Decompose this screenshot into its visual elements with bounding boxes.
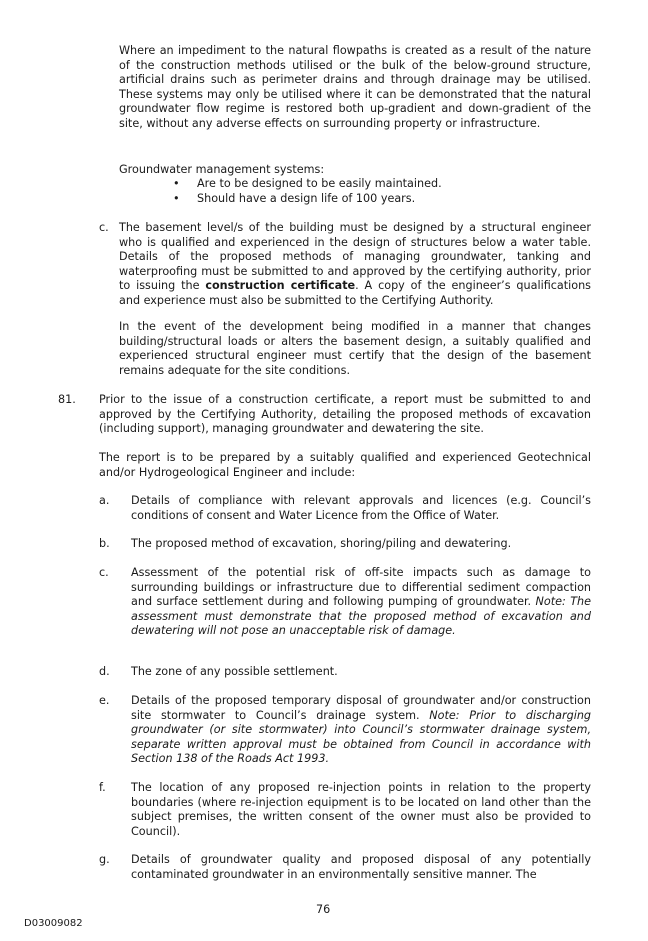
clause-number: 81. [58,393,76,406]
bullet-item: • Are to be designed to be easily maintained. [173,177,591,192]
clause-81-paragraph: Prior to the issue of a construction certificate, a report must be submitted to and approved by the Certifying Authority, detailing the proposed methods of excavation (including support), managing groundwater and dewatering the site. [99,393,591,436]
text-segment: The basement level/s of the building must be designed by a structural engineer who is qualified and experienced in the design of structures below a water table. Details of the proposed methods of managing groundwater, tanking and waterproofing must be submitted to and approved by the certifying authority, prior to issuing the [119,221,591,293]
intro-paragraph: Where an impediment to the natural flowpaths is created as a result of the nature of the construction methods utilised or the bulk of the below-ground structure, artificial drains such as perimeter drains and through drainage may be utilised. These systems may only be utilised where it can be demonstrated that the natural groundwater flow regime is restored both up-gradient and down-gradient of the site, without any adverse effects on surrounding property or infrastructure. [119,44,591,130]
item-label: c. [99,566,109,579]
item-label: a. [99,494,110,507]
item-label: c. [99,221,109,234]
text-segment: . A copy of the engineer’s qualifications and experience must also be submitted to the Certifying Authority. [119,279,592,307]
item-label: d. [99,665,110,678]
page-number: 76 [316,903,331,916]
modification-paragraph: In the event of the development being modified in a manner that changes building/structural loads or alters the basement design, a suitably qualified and experienced structural engineer must certify that the design of the basement remains adequate for the site conditions. [119,320,591,377]
text-segment: Assessment of the potential risk of off-site impacts such as damage to surrounding buildings or infrastructure due to differential sediment compaction and surface settlement during and following pumping of groundwater. [131,566,591,609]
bold-term: construction certificate [205,279,356,293]
item-b-text: The proposed method of excavation, shoring/piling and dewatering. [131,537,512,550]
item-d-text: The zone of any possible settlement. [131,665,338,678]
item-label: b. [99,537,110,550]
groundwater-heading: Groundwater management systems: [119,163,325,176]
item-label: f. [99,781,106,794]
report-requirements-paragraph: The report is to be prepared by a suitably qualified and experienced Geotechnical and/or Hydrogeological Engineer and include: [99,451,591,479]
bullet-item: • Should have a design life of 100 years. [173,192,591,207]
item-f-text: The location of any proposed re-injection points in relation to the property boundaries (where re-injection equipment is to be located on land other than the subject premises, the written consent of the owner must also be provided to Council). [131,781,591,838]
item-label: e. [99,694,110,707]
text-segment: Details of the proposed temporary disposal of groundwater and/or construction site stormwater to Council’s drainage system. [131,694,591,722]
basement-design-paragraph [119,221,591,309]
item-a-text: Details of compliance with relevant approvals and licences (e.g. Council’s conditions of consent and Water Licence from the Office of Water. [131,494,591,522]
note-text: Note: The assessment must demonstrate that the proposed method of excavation and dewatering will not pose an unacceptable risk of damage. [131,595,592,638]
item-g-text: Details of groundwater quality and proposed disposal of any potentially contaminated groundwater in an environmentally sensitive manner. The [131,853,591,881]
item-label: g. [99,853,110,866]
groundwater-bullets [173,177,591,206]
document-id: D03009082 [24,918,83,929]
item-c-text [131,566,591,639]
note-text: Note: Prior to discharging groundwater (or site stormwater) into Council’s stormwater drainage system, separate written approval must be obtained from Council in accordance with Section 138 of the Roads Act 1993. [131,708,592,766]
item-e-text [131,694,591,767]
